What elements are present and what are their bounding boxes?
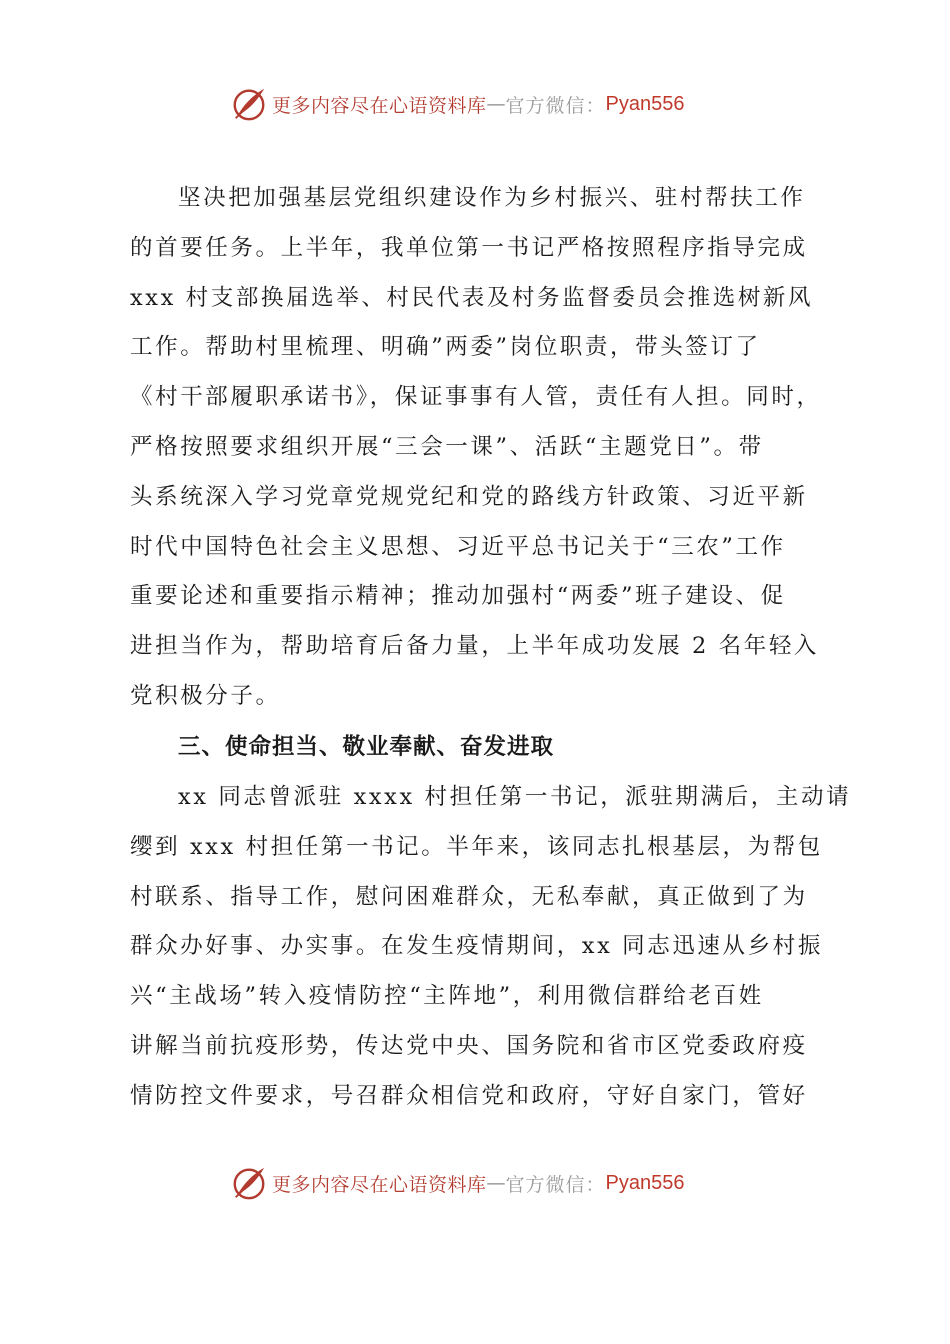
paragraph-line: 时代中国特色社会主义思想、习近平总书记关于“三农”工作 [130, 533, 786, 560]
section-heading: 三、使命担当、敬业奉献、奋发进取 [178, 734, 555, 760]
watermark-main-text: 更多内容尽在心语资料库 [272, 94, 487, 117]
paragraph-line: 严格按照要求组织开展“三会一课”、活跃“主题党日”。带 [130, 433, 764, 460]
paragraph-line: 重要论述和重要指示精神；推动加强村“两委”班子建设、促 [130, 583, 786, 610]
watermark-banner-top [230, 84, 685, 124]
paragraph-2 [130, 773, 852, 1122]
paragraph-line: 党积极分子。 [130, 682, 281, 709]
paragraph-line: 缨到 xxx 村担任第一书记。半年来，该同志扎根基层，为帮包 [130, 833, 823, 860]
watermark-wechat-id: Pyan556 [605, 1171, 685, 1194]
paragraph-line: 情防控文件要求，号召群众相信党和政府，守好自家门，管好 [130, 1082, 808, 1109]
quill-logo-icon [230, 1164, 268, 1202]
watermark-official-label: 官方微信： [505, 1173, 606, 1196]
paragraph-line: 进担当作为，帮助培育后备力量，上半年成功发展 2 名年轻入 [130, 633, 820, 660]
watermark-dash: — [486, 93, 506, 115]
watermark-banner-bottom [230, 1163, 685, 1203]
paragraph-line: 工作。帮助村里梳理、明确”两委”岗位职责，带头签订了 [130, 334, 761, 361]
paragraph-line: 讲解当前抗疫形势，传达党中央、国务院和省市区党委政府疫 [130, 1032, 808, 1059]
paragraph-line: 群众办好事、办实事。在发生疫情期间，xx 同志迅速从乡村振 [130, 933, 823, 960]
paragraph-line: xx 同志曾派驻 xxxx 村担任第一书记，派驻期满后，主动请 [178, 784, 852, 810]
paragraph-line: 的首要任务。上半年，我单位第一书记严格按照程序指导完成 [130, 234, 808, 261]
paragraph-1 [130, 174, 830, 722]
paragraph-line: 《村干部履职承诺书》，保证事事有人管，责任有人担。同时， [130, 384, 822, 411]
quill-logo-icon [230, 85, 268, 123]
watermark-dash: — [486, 1172, 506, 1194]
paragraph-line: xxx 村支部换届选举、村民代表及村务监督委员会推选树新风 [130, 284, 814, 311]
watermark-wechat-id: Pyan556 [605, 92, 685, 115]
paragraph-line: 村联系、指导工作，慰问困难群众，无私奉献，真正做到了为 [130, 883, 808, 910]
paragraph-line: 坚决把加强基层党组织建设作为乡村振兴、驻村帮扶工作 [178, 185, 806, 211]
paragraph-line: 兴“主战场”转入疫情防控“主阵地”，利用微信群给老百姓 [130, 983, 764, 1010]
paragraph-line: 头系统深入学习党章党规党纪和党的路线方针政策、习近平新 [130, 483, 808, 510]
watermark-official-label: 官方微信： [505, 94, 606, 117]
watermark-main-text: 更多内容尽在心语资料库 [272, 1173, 487, 1196]
